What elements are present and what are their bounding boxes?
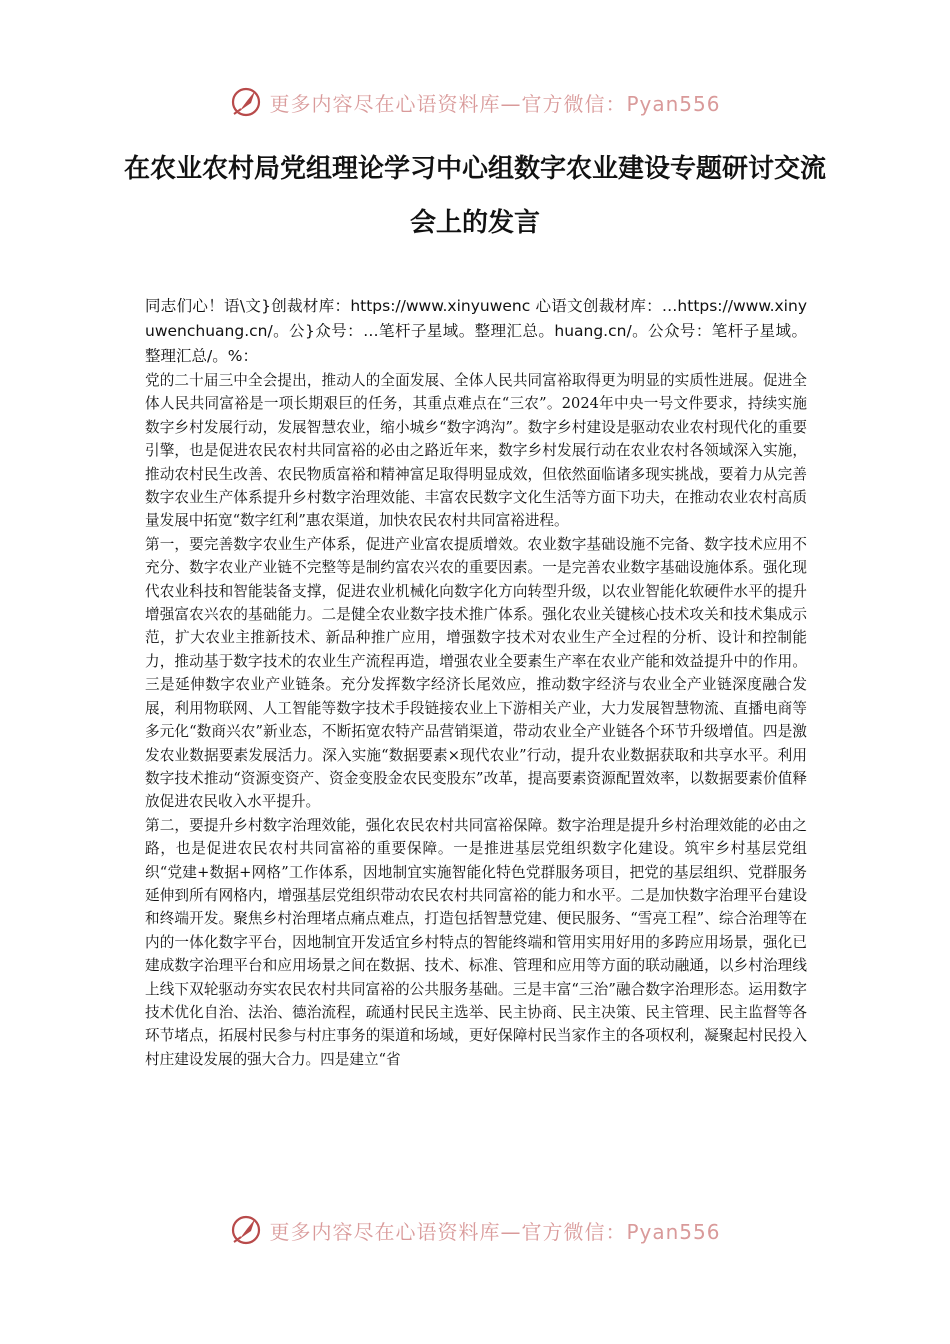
footer-banner-text: 更多内容尽在心语资料库—官方微信：Pyan556 <box>269 1219 721 1244</box>
header-banner-text: 更多内容尽在心语资料库—官方微信：Pyan556 <box>269 91 721 116</box>
paragraph-intro: 党的二十届三中全会提出，推动人的全面发展、全体人民共同富裕取得更为明显的实质性进展。促进全体人民共同富裕是一项长期艰巨的任务，其重点难点在“三农”。2024年中央一号文件要求，持续实施数字乡村发展行动，发展智慧农业，缩小城乡“数字鸿沟”。数字乡村建设是驱动农业农村现代化的重要引擎，也是促进农民农村共同富裕的必由之路近年来，数字乡村发展行动在农业农村各领域深入实施，推动农村民生改善、农民物质富裕和精神富足取得明显成效，但依然面临诸多现实挑战，要着力从完善数字农业生产体系提升乡村数字治理效能、丰富农民数字文化生活等方面下功夫，在推动农业农村高质量发展中拓宽“数字红利”惠农渠道，加快农民农村共同富裕进程。 <box>145 372 807 530</box>
watermark-meta-text: 同志们心！语\文}创裁材库：https://www.xinyuwenc 心语文创裁材库：…https://www.xinyuwenchuang.cn/。公}众号：…笔杆子星域。整理汇总。huang.cn/。公众号：笔杆子星域。整理汇总/。%： <box>145 297 807 365</box>
page-title: 在农业农村局党组理论学习中心组数字农业建设专题研讨交流会上的发言 <box>123 154 826 238</box>
quill-pen-icon <box>229 85 263 119</box>
quill-pen-icon <box>229 1213 263 1247</box>
paragraph-second: 第二，要提升乡村数字治理效能，强化农民农村共同富裕保障。数字治理是提升乡村治理效能的必由之路，也是促进农民农村共同富裕的重要保障。一是推进基层党组织数字化建设。筑牢乡村基层党组织“党建+数据+网格”工作体系，因地制宜实施智能化特色党群服务项目，把党的基层组织、党群服务延伸到所有网格内，增强基层党组织带动农民农村共同富裕的能力和水平。二是加快数字治理平台建设和终端开发。聚焦乡村治理堵点痛点难点，打造包括智慧党建、便民服务、“雪亮工程”、综合治理等在内的一体化数字平台，因地制宜开发适宜乡村特点的智能终端和管用实用好用的多跨应用场景，强化已建成数字治理平台和应用场景之间在数据、技术、标准、管理和应用等方面的联动融通，以乡村治理线上线下双轮驱动夯实农民农村共同富裕的公共服务基础。三是丰富“三治”融合数字治理形态。运用数字技术优化自治、法治、德治流程，疏通村民民主选举、民主协商、民主决策、民主管理、民主监督等各环节堵点，拓展村民参与村庄事务的渠道和场域，更好保障村民当家作主的各项权利，凝聚起村民投入村庄建设发展的强大合力。四是建立“省 <box>145 816 807 1068</box>
paragraph-first: 第一，要完善数字农业生产体系，促进产业富农提质增效。农业数字基础设施不完备、数字技术应用不充分、数字农业产业链不完整等是制约富农兴农的重要因素。一是完善农业数字基础设施体系。强化现代农业科技和智能装备支撑，促进农业机械化向数字化方向转型升级，以农业智能化软硬件水平的提升增强富农兴农的基础能力。二是健全农业数字技术推广体系。强化农业关键核心技术攻关和技术集成示范，扩大农业主推新技术、新品种推广应用，增强数字技术对农业生产全过程的分析、设计和控制能力，推动基于数字技术的农业生产流程再造，增强农业全要素生产率在农业产能和效益提升中的作用。三是延伸数字农业产业链条。充分发挥数字经济长尾效应，推动数字经济与农业全产业链深度融合发展，利用物联网、人工智能等数字技术手段链接农业上下游相关产业，大力发展智慧物流、直播电商等多元化“数商兴农”新业态，不断拓宽农特产品营销渠道，带动农业全产业链各个环节升级增值。四是激发农业数据要素发展活力。深入实施“数据要素×现代农业”行动，提升农业数据获取和共享水平。利用数字技术推动“资源变资产、资金变股金农民变股东”改革，提高要素资源配置效率，以数据要素价值释放促进农民收入水平提升。 <box>145 535 807 811</box>
document-body <box>145 294 807 1071</box>
header-banner <box>0 80 950 124</box>
footer-banner <box>0 1208 950 1252</box>
